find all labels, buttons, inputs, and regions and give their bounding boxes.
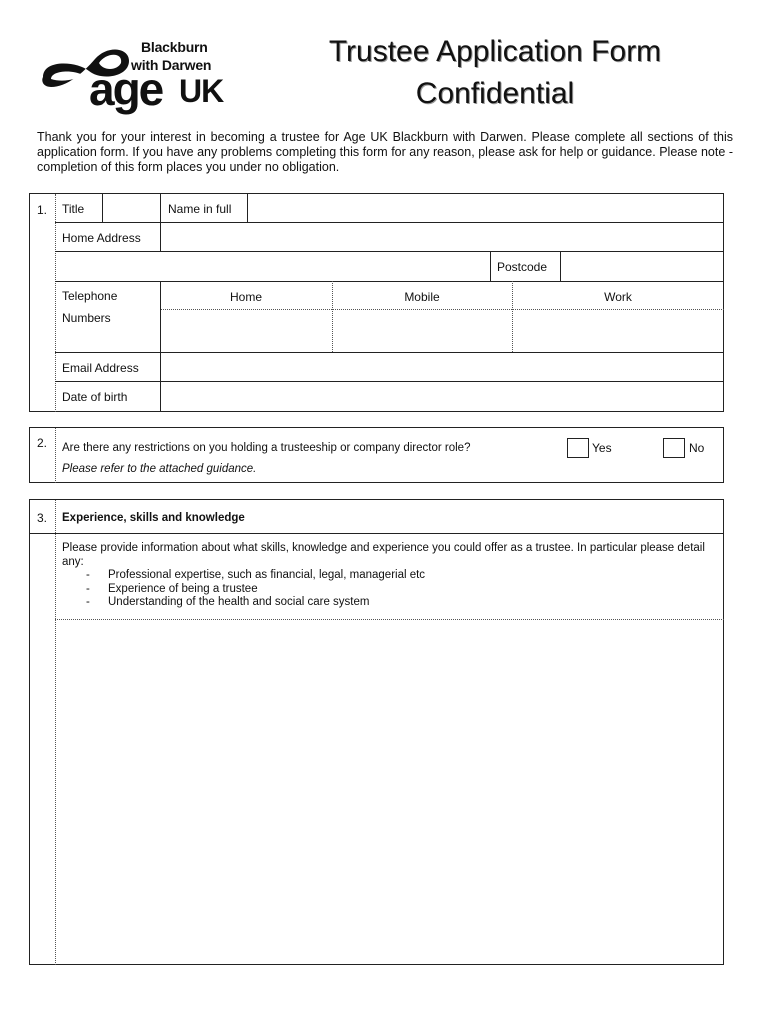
restrictions-question: Are there any restrictions on you holding a trusteeship or company director role? (62, 442, 471, 454)
home-address-label: Home Address (62, 231, 141, 245)
title-field[interactable] (103, 195, 159, 221)
form-title: Trustee Application Form (328, 35, 662, 68)
title-label: Title (62, 202, 85, 216)
experience-heading: Experience, skills and knowledge (62, 512, 245, 524)
logo-text-blackburn: Blackburn (141, 39, 208, 55)
dob-label: Date of birth (62, 390, 128, 404)
section-number: 2. (37, 436, 48, 450)
logo-text-uk: UK (179, 73, 224, 109)
form-subtitle: Confidential (415, 77, 575, 110)
telephone-label: Telephone (62, 289, 118, 303)
no-checkbox[interactable] (663, 438, 685, 458)
experience-bullet-list (62, 569, 722, 610)
experience-answer-field[interactable] (56, 620, 723, 964)
home-address-field-line2[interactable] (56, 252, 489, 280)
intro-paragraph: Thank you for your interest in becoming a trustee for Age UK Blackburn with Darwen. Please complete all sections of this application form. If you have any problems completing this form for any reason, please ask for help or guidance. Please note - completion of this form places you under no obligation. (37, 130, 733, 174)
mobile-phone-label: Mobile (404, 290, 440, 304)
section-personal-details (29, 193, 724, 412)
work-phone-field[interactable] (513, 311, 723, 351)
home-address-field[interactable] (161, 223, 723, 250)
section-number: 3. (37, 511, 48, 525)
telephone-label-numbers: Numbers (62, 311, 111, 325)
experience-prompt (62, 542, 722, 610)
mobile-phone-field[interactable] (333, 311, 511, 351)
home-phone-label: Home (229, 290, 262, 304)
list-item: - Understanding of the health and social care system (62, 596, 722, 610)
section-restrictions (29, 427, 724, 483)
postcode-field[interactable] (561, 252, 723, 280)
email-label: Email Address (62, 361, 139, 375)
list-item: - Experience of being a trustee (62, 583, 722, 597)
no-label: No (689, 441, 705, 455)
home-phone-field[interactable] (161, 311, 331, 351)
list-item: - Professional expertise, such as financial, legal, managerial etc (62, 569, 722, 583)
name-in-full-field[interactable] (248, 195, 723, 221)
logo-text-age: age (89, 63, 163, 115)
postcode-label: Postcode (497, 260, 548, 274)
experience-prompt-text: Please provide information about what skills, knowledge and experience you could offer as a trustee. In particular please detail any: (62, 542, 705, 568)
logo-text-with-darwen: with Darwen (131, 57, 212, 73)
age-uk-logo (37, 33, 237, 119)
dob-field[interactable] (161, 382, 723, 411)
section-number: 1. (37, 203, 48, 217)
guidance-note: Please refer to the attached guidance. (62, 463, 257, 475)
email-field[interactable] (161, 353, 723, 380)
section-experience (29, 499, 724, 965)
yes-label: Yes (592, 441, 612, 455)
work-phone-label: Work (604, 290, 632, 304)
name-in-full-label: Name in full (168, 202, 232, 216)
yes-checkbox[interactable] (567, 438, 589, 458)
